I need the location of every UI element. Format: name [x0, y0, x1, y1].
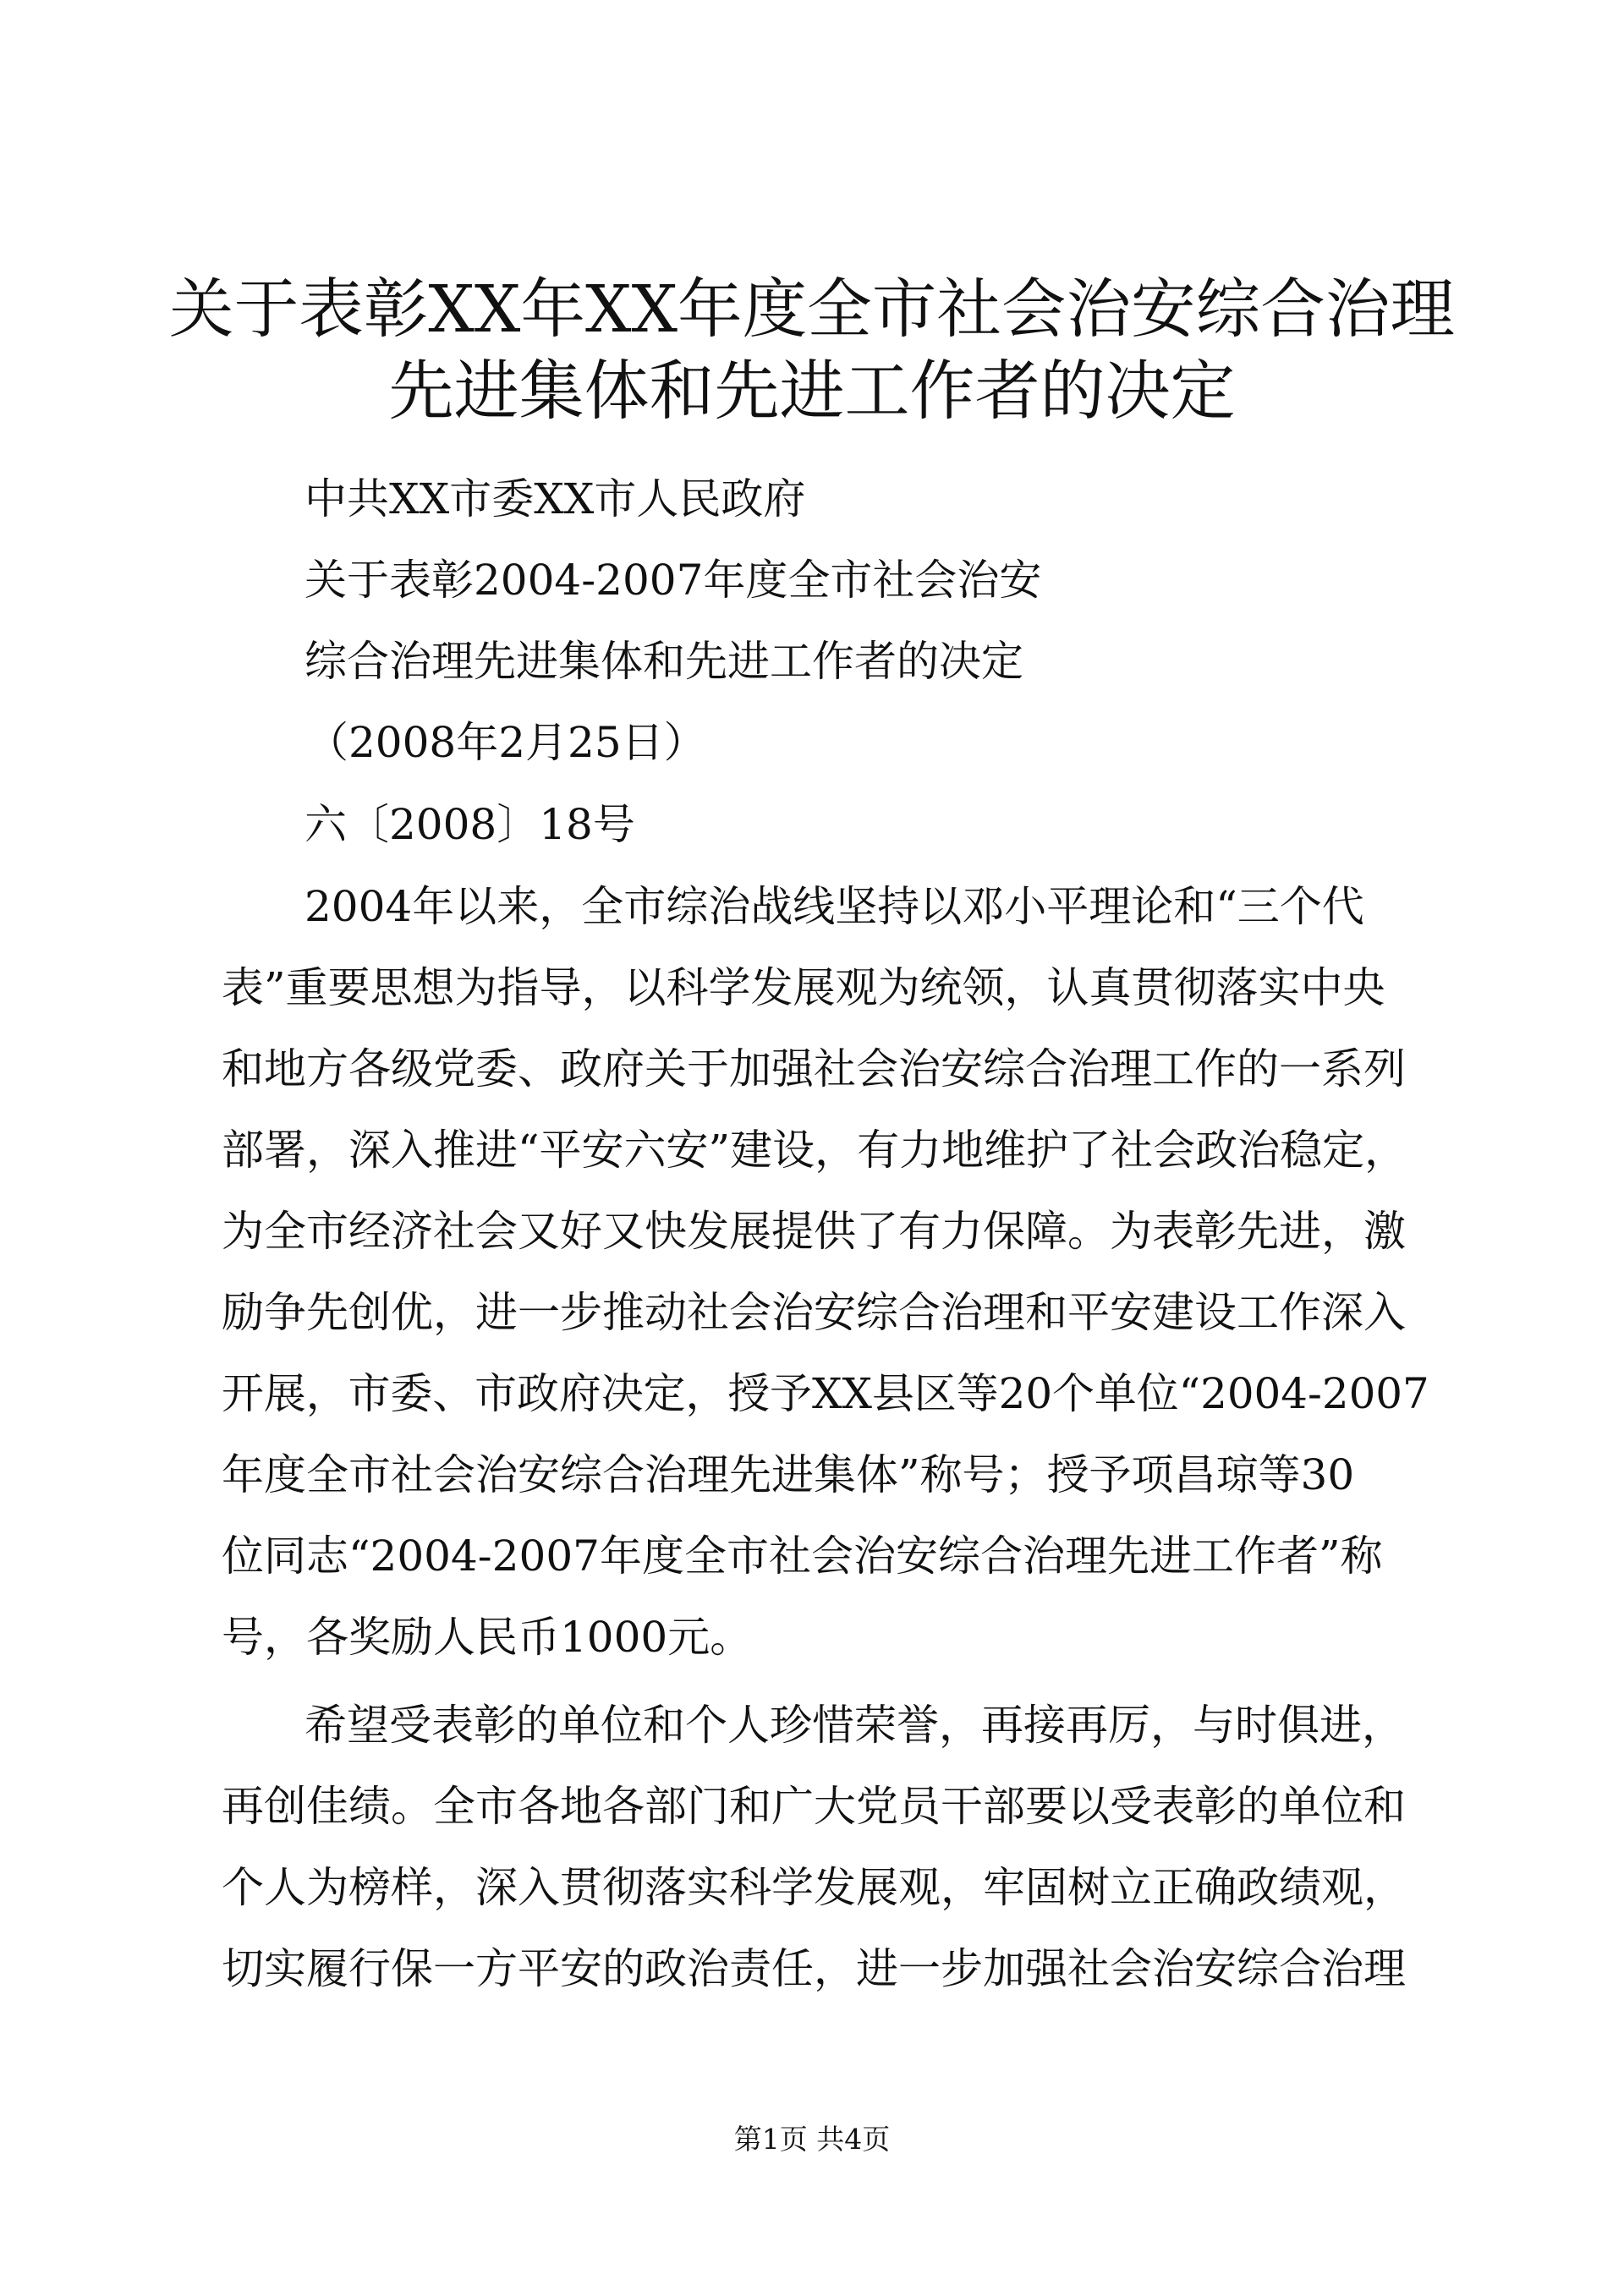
paragraph-line: 开展，市委、市政府决定，授予XX县区等20个单位“2004-2007 — [222, 1369, 1429, 1418]
paragraph-line: 个人为榜样，深入贯彻落实科学发展观，牢固树立正确政绩观， — [222, 1863, 1406, 1912]
paragraph-line: 为全市经济社会又好又快发展提供了有力保障。为表彰先进，激 — [222, 1207, 1406, 1256]
paragraph-line: 表”重要思想为指导，以科学发展观为统领，认真贯彻落实中央 — [222, 963, 1385, 1012]
title-line: 关于表彰XX年XX年度全市社会治安综合治理 — [169, 272, 1455, 348]
paragraph-line: 号，各奖励人民币1000元。 — [222, 1613, 753, 1662]
paragraph-line: 和地方各级党委、政府关于加强社会治安综合治理工作的一系列 — [222, 1044, 1406, 1093]
paragraph-line: 2004年以来，全市综治战线坚持以邓小平理论和“三个代 — [304, 882, 1364, 931]
header-line-issuer: 中共XX市委XX市人民政府 — [304, 474, 806, 523]
header-line-subject-cont: 综合治理先进集体和先进工作者的决定 — [304, 637, 1023, 686]
page-indicator: 第1页 共4页 — [733, 2123, 891, 2156]
document-title — [169, 269, 1455, 433]
paragraph-line: 励争先创优，进一步推动社会治安综合治理和平安建设工作深入 — [222, 1288, 1406, 1337]
paragraph-line: 希望受表彰的单位和个人珍惜荣誉，再接再厉，与时俱进， — [304, 1701, 1404, 1750]
header-line-doc-number: 六〔2008〕18号 — [304, 800, 635, 849]
title-line: 先进集体和先进工作者的决定 — [388, 354, 1236, 430]
header-line-subject: 关于表彰2004-2007年度全市社会治安 — [304, 556, 1042, 605]
paragraph-line: 再创佳绩。全市各地各部门和广大党员干部要以受表彰的单位和 — [222, 1782, 1406, 1831]
paragraph-line: 部署，深入推进“平安六安”建设，有力地维护了社会政治稳定， — [222, 1126, 1407, 1175]
paragraph-line: 年度全市社会治安综合治理先进集体”称号；授予项昌琼等30 — [222, 1450, 1355, 1499]
paragraph-line: 位同志“2004-2007年度全市社会治安综合治理先进工作者”称 — [222, 1532, 1383, 1581]
header-line-date: （2008年2月25日） — [306, 718, 706, 767]
paragraph-line: 切实履行保一方平安的政治责任，进一步加强社会治安综合治理 — [222, 1944, 1406, 1993]
